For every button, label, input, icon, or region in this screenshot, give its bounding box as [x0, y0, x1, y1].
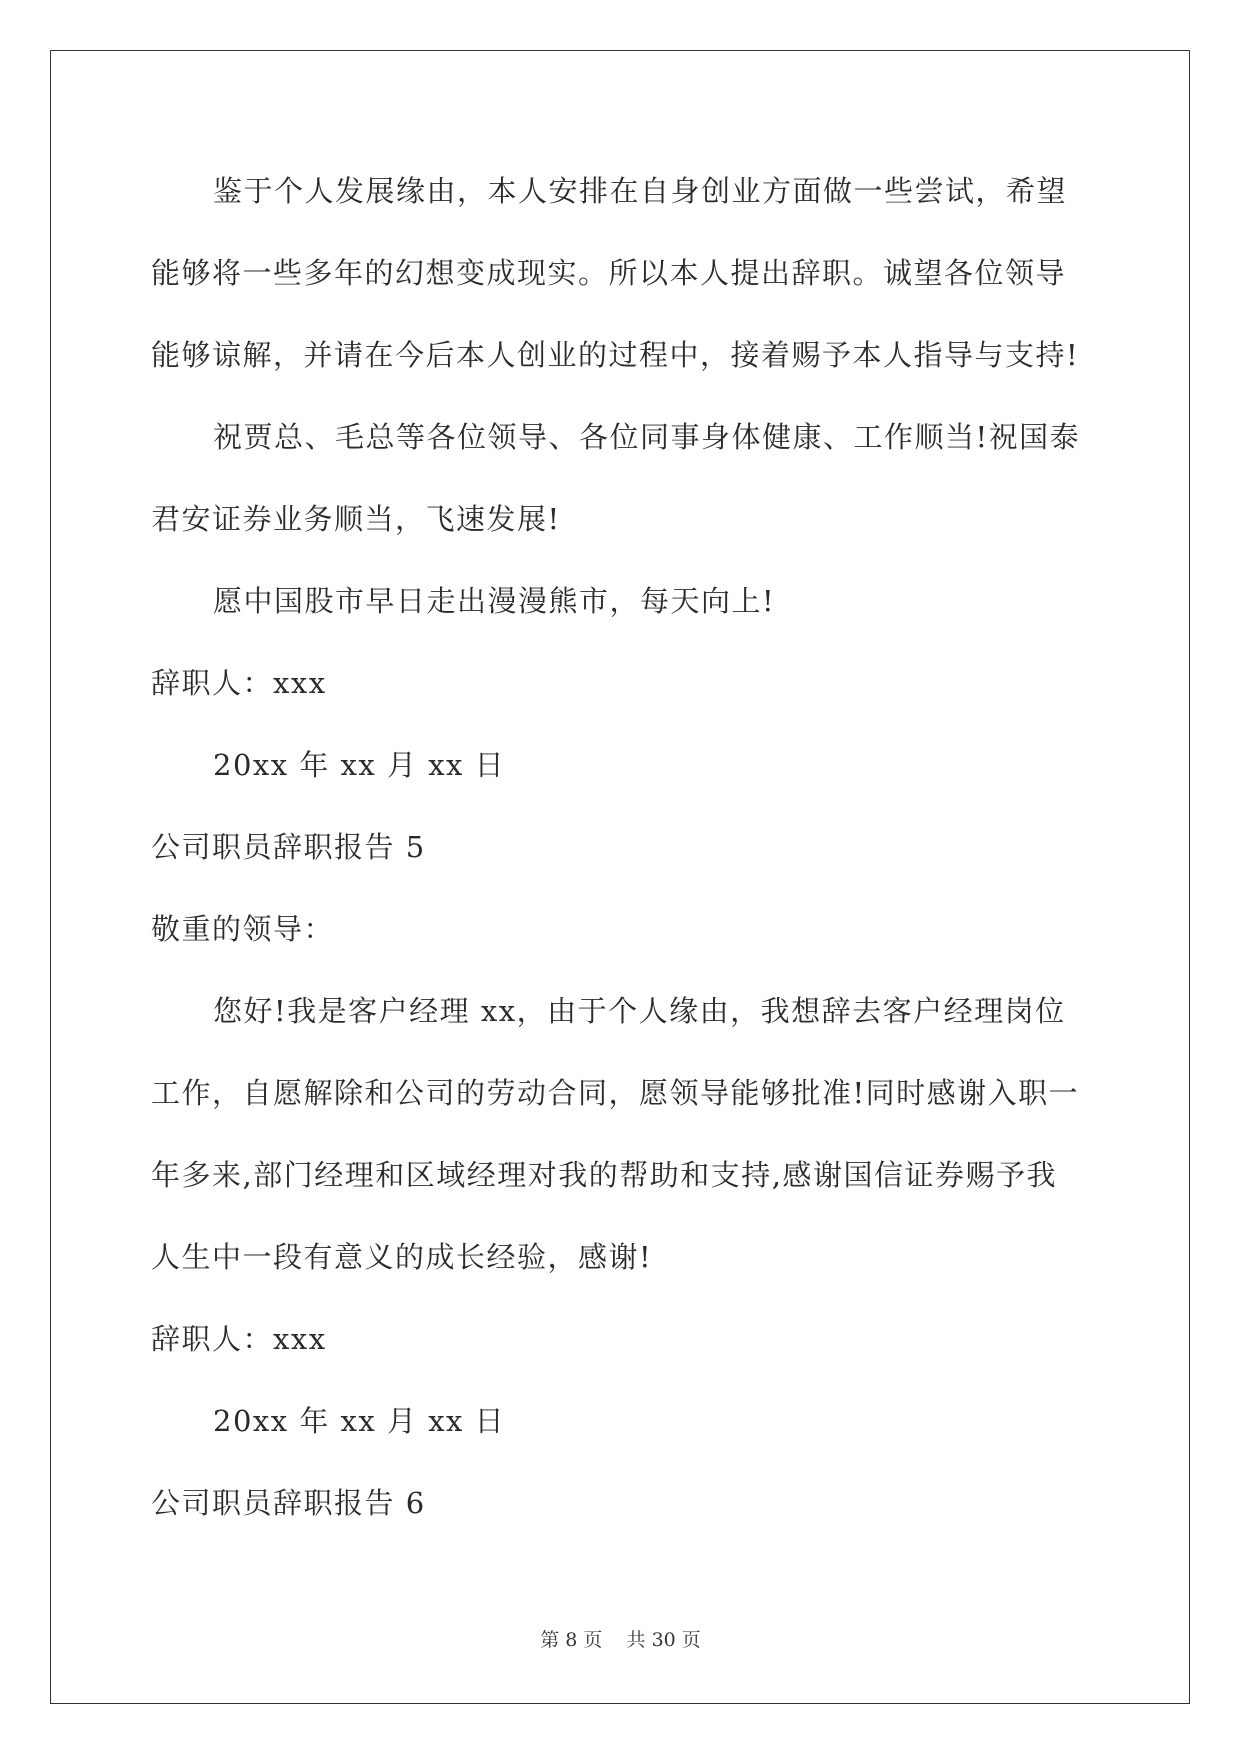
section-title: 公司职员辞职报告 5 — [151, 830, 426, 864]
paragraph-line: 祝贾总、毛总等各位领导、各位同事身体健康、工作顺当!祝国泰 — [213, 420, 1081, 454]
signature-line: 辞职人：xxx — [151, 1322, 327, 1356]
paragraph-line: 您好!我是客户经理 xx，由于个人缘由，我想辞去客户经理岗位 — [213, 994, 1066, 1028]
paragraph-line: 人生中一段有意义的成长经验，感谢! — [151, 1240, 653, 1274]
paragraph-line: 能够谅解，并请在今后本人创业的过程中，接着赐予本人指导与支持! — [151, 338, 1080, 372]
salutation: 敬重的领导： — [151, 912, 335, 946]
paragraph-line: 愿中国股市早日走出漫漫熊市，每天向上! — [213, 584, 776, 618]
paragraph-line: 君安证券业务顺当，飞速发展! — [151, 502, 561, 536]
page-footer — [0, 1625, 1241, 1652]
paragraph-line: 工作，自愿解除和公司的劳动合同，愿领导能够批准!同时感谢入职一 — [151, 1076, 1080, 1110]
date-line: 20xx 年 xx 月 xx 日 — [213, 1404, 506, 1438]
section-title: 公司职员辞职报告 6 — [151, 1486, 426, 1520]
paragraph-line: 年多来,部门经理和区域经理对我的帮助和支持,感谢国信证券赐予我 — [151, 1158, 1057, 1192]
signature-line: 辞职人：xxx — [151, 666, 327, 700]
paragraph-line: 鉴于个人发展缘由，本人安排在自身创业方面做一些尝试，希望 — [213, 174, 1068, 208]
date-line: 20xx 年 xx 月 xx 日 — [213, 748, 506, 782]
paragraph-line: 能够将一些多年的幻想变成现实。所以本人提出辞职。诚望各位领导 — [151, 256, 1067, 290]
page-number: 第 8 页 共 30 页 — [540, 1629, 701, 1651]
document-body — [151, 163, 1091, 1557]
